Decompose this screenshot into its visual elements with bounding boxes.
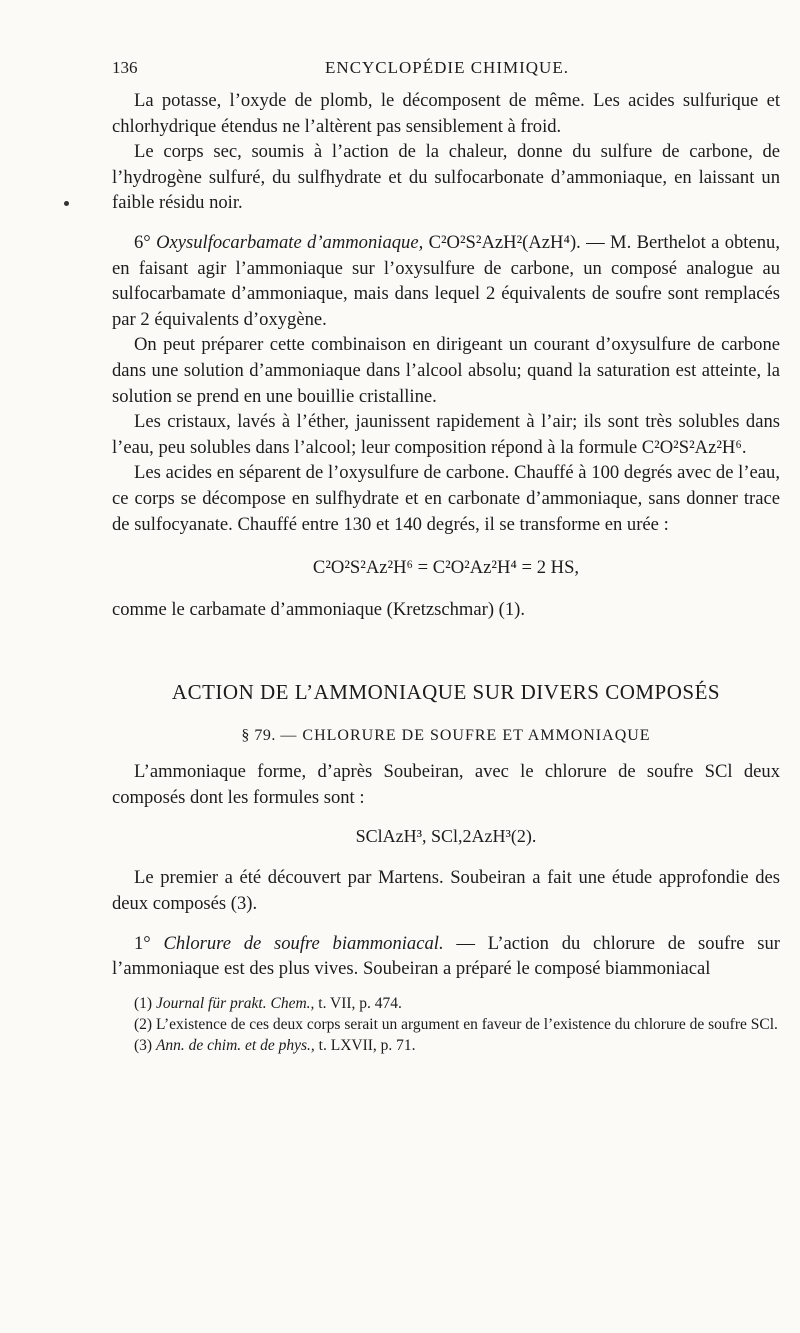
item-title: Oxysulfocarbamate d’ammoniaque, [156,231,424,253]
footnote [112,1036,780,1055]
subsection-heading [112,727,780,745]
page-body [112,88,780,1055]
numbered-paragraph [112,230,780,332]
item-title: Chlorure de soufre biammoniacal. [163,932,444,954]
footnote-journal: Ann. de chim. et de phys., [155,1036,315,1054]
footnote-number: (2) [134,1015,153,1033]
subsection-title: — CHLORURE DE SOUFRE ET AMMONIAQUE [280,727,651,745]
footnote-ref: t. LXVII, p. 71. [318,1036,416,1054]
item-text: — M. Berthelot a obtenu, en faisant agir l’ammoniaque sur l’oxysulfure de carbone, un composé analogue au sulfocarbamate d’ammoniaque, mais dans lequel 2 équivalents de soufre sont remplacés par 2 équivalents d’oxygène. [112,231,780,330]
section-heading: ACTION DE L’AMMONIAQUE SUR DIVERS COMPOSÉS [171,680,721,705]
paragraph: Les cristaux, lavés à l’éther, jaunissent rapidement à l’air; ils sont très solubles dans l’eau, peu solubles dans l’alcool; leur composition répond à la formule C²O²S²Az²H⁶. [112,411,780,458]
item-label: 6° [134,231,151,253]
equation: C²O²S²Az²H⁶ = C²O²Az²H⁴ = 2 HS, [312,557,580,579]
running-title: ENCYCLOPÉDIE CHIMIQUE. [325,58,569,77]
footnote-text: L’existence de ces deux corps serait un argument en faveur de l’existence du chlorure de soufre SCl. [155,1015,778,1033]
running-header [112,58,782,86]
footnote-ref: t. VII, p. 474. [318,994,402,1012]
formula-line: SClAzH³, SCl,2AzH³(2). [355,826,537,847]
paragraph: Le corps sec, soumis à l’action de la chaleur, donne du sulfure de carbone, de l’hydrogène sulfuré, du sulfhydrate et du sulfocarbonate d’ammoniaque, en laissant un faible résidu noir. [112,141,780,214]
paragraph: On peut préparer cette combinaison en dirigeant un courant d’oxysulfure de carbone dans une solution d’ammoniaque dans l’alcool absolu; quand la saturation est atteinte, la solution se prend en une bouillie cristalline. [112,334,780,407]
footnote-journal: Journal für prakt. Chem., [155,994,315,1012]
footnote-number: (1) [134,994,153,1012]
subsection-number: § 79. [241,727,276,745]
footnote-number: (3) [134,1036,153,1054]
margin-mark [64,201,69,206]
numbered-paragraph [112,931,780,982]
paragraph: La potasse, l’oxyde de plomb, le décomposent de même. Les acides sulfurique et chlorhydrique étendus ne l’altèrent pas sensiblement à froid. [112,90,780,137]
item-label: 1° [134,932,151,954]
paragraph: Les acides en séparent de l’oxysulfure de carbone. Chauffé à 100 degrés avec de l’eau, ce corps se décompose en sulfhydrate et en carbonate d’ammoniaque, sans donner trace de sulfocyanate. Chauffé entre 130 et 140 degrés, il se transforme en urée : [112,462,780,535]
chemical-formula: C²O²S²AzH²(AzH⁴). [428,231,581,253]
footnote [112,1015,780,1034]
paragraph: L’ammoniaque forme, d’après Soubeiran, avec le chlorure de soufre SCl deux composés dont les formules sont : [112,761,780,808]
paragraph: comme le carbamate d’ammoniaque (Kretzschmar) (1). [112,598,525,620]
page-number: 136 [112,58,138,77]
paragraph: Le premier a été découvert par Martens. Soubeiran a fait une étude approfondie des deux composés (3). [112,867,780,915]
footnotes [112,994,780,1055]
item-text: — L’action du chlorure de soufre sur l’ammoniaque est des plus vives. Soubeiran a préparé le composé biammoniacal [112,932,780,980]
footnote [112,994,780,1013]
